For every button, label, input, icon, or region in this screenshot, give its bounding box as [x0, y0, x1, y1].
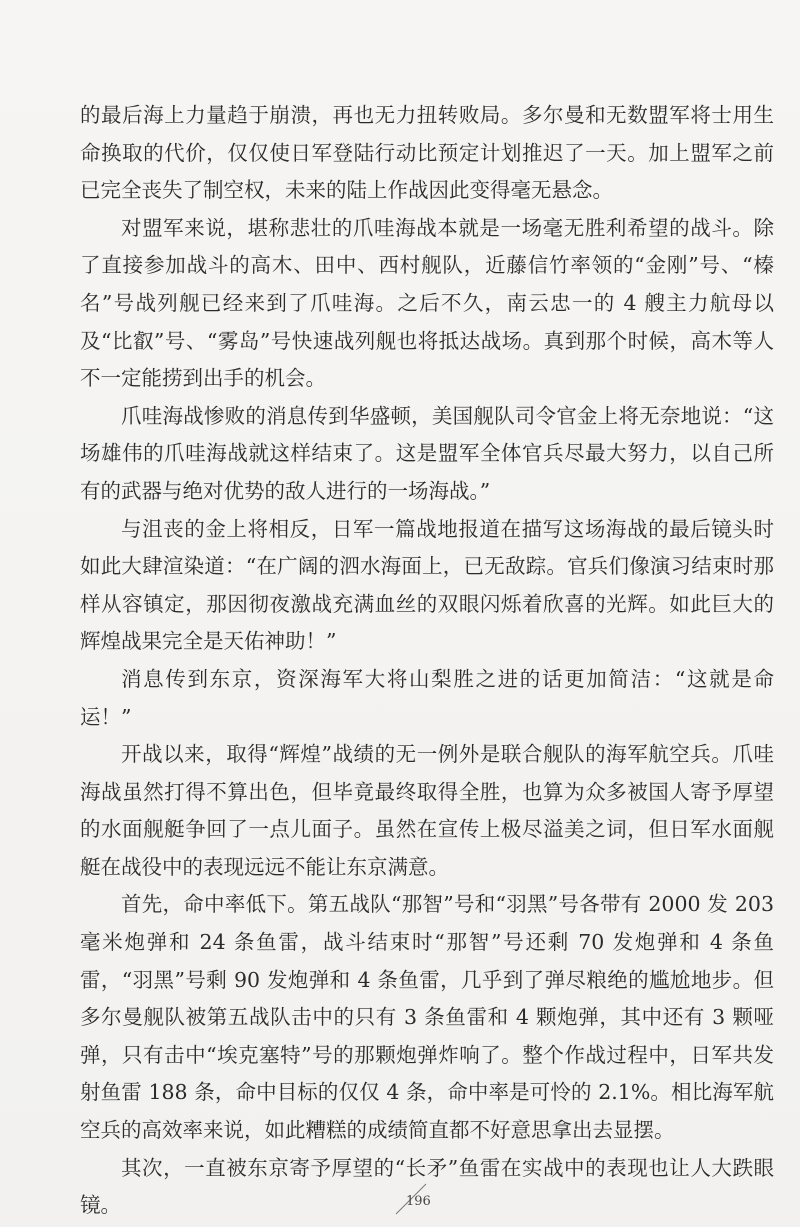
paragraph: 其次，一直被东京寄予厚望的“长矛”鱼雷在实战中的表现也让人大跌眼镜。	[80, 1155, 774, 1218]
paragraph: 与沮丧的金上将相反，日军一篇战地报道在描写这场海战的最后镜头时如此大肆渲染道：“在广阔的泗水海面上，已无敌踪。官兵们像演习结束时那样从容镇定，那因彻夜激战充满血丝的双眼闪烁着欣喜的光辉。如此巨大的辉煌战果完全是天佑神助！”	[80, 516, 774, 654]
body-text	[80, 97, 774, 1225]
paragraph: 爪哇海战惨败的消息传到华盛顿，美国舰队司令官金上将无奈地说：“这场雄伟的爪哇海战就这样结束了。这是盟军全体官兵尽最大努力，以自己所有的武器与绝对优势的敌人进行的一场海战。”	[80, 403, 774, 503]
paragraph: 的最后海上力量趋于崩溃，再也无力扭转败局。多尔曼和无数盟军将士用生命换取的代价，仅仅使日军登陆行动比预定计划推迟了一天。加上盟军之前已完全丧失了制空权，未来的陆上作战因此变得毫无悬念。	[80, 103, 774, 203]
paragraph: 首先，命中率低下。第五战队“那智”号和“羽黑”号各带有 2000 发 203 毫米炮弹和 24 条鱼雷，战斗结束时“那智”号还剩 70 发炮弹和 4 条鱼雷，“羽黑”号剩 90 发炮弹和 4 条鱼雷，几乎到了弹尽粮绝的尴尬地步。但多尔曼舰队被第五战队击中的只有 3 条鱼雷和 4 颗炮弹，其中还有 3 颗哑弹，只有击中“埃克塞特”号的那颗炮弹炸响了。整个作战过程中，日军共发射鱼雷 188 条，命中目标的仅仅 4 条，命中率是可怜的 2.1%。相比海军航空兵的高效率来说，如此糟糕的成绩简直都不好意思拿出去显摆。	[80, 892, 774, 1143]
page-number-ornament	[392, 1182, 442, 1218]
paragraph: 开战以来，取得“辉煌”战绩的无一例外是联合舰队的海军航空兵。爪哇海战虽然打得不算出色，但毕竟最终取得全胜，也算为众多被国人寄予厚望的水面舰艇争回了一点儿面子。虽然在宣传上极尽溢美之词，但日军水面舰艇在战役中的表现远远不能让东京满意。	[80, 742, 774, 879]
page-number: 196	[406, 1194, 431, 1209]
paragraph: 消息传到东京，资深海军大将山梨胜之进的话更加简洁：“这就是命运！”	[80, 666, 774, 729]
paragraph: 对盟军来说，堪称悲壮的爪哇海战本就是一场毫无胜利希望的战斗。除了直接参加战斗的高木、田中、西村舰队，近藤信竹率领的“金刚”号、“榛名”号战列舰已经来到了爪哇海。之后不久，南云忠一的 4 艘主力航母以及“比叡”号、“雾岛”号快速战列舰也将抵达战场。真到那个时候，高木等人不一定能捞到出手的机会。	[80, 215, 774, 391]
